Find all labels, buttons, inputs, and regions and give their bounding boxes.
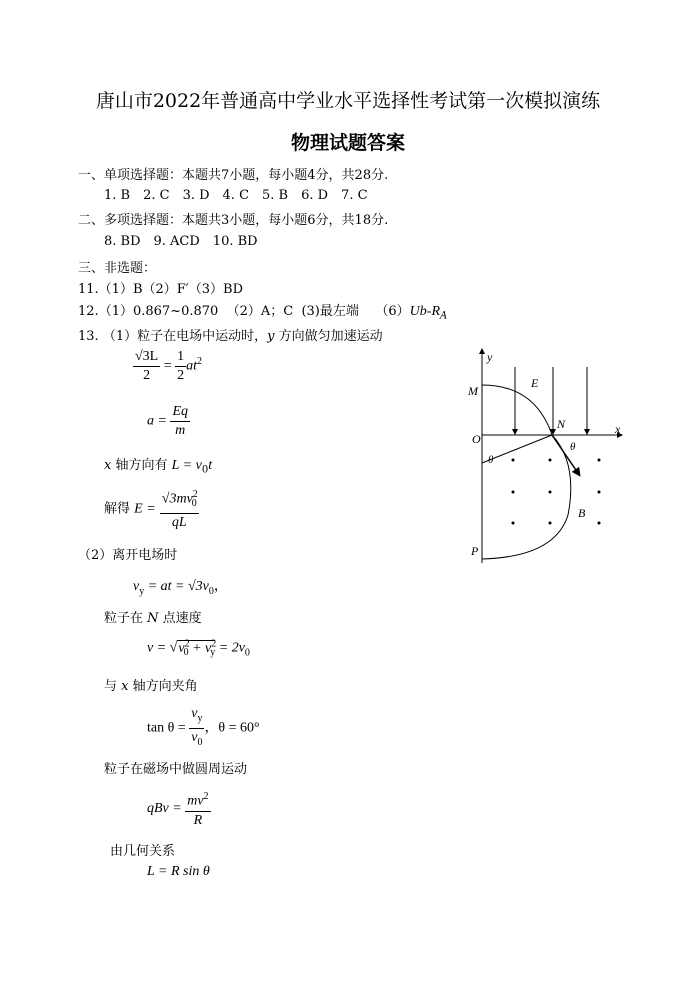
eq1-denominator: 2 [143,368,151,383]
trajectory-arc [482,435,571,559]
eq1-numerator: √3L [133,348,160,367]
b-field-dots [512,459,601,525]
label-o: O [472,432,481,446]
angle-pre: 与 [104,679,122,694]
q13-intro-pre: （1）粒子在电场中运动时， [102,329,268,344]
solve-numerator: √3mv [161,491,193,507]
tan-lhs: tan θ = [147,720,186,736]
part2-heading: （2）离开电场时 [78,548,178,563]
solve-text: 解得 [104,501,135,517]
angle-statement [104,675,198,694]
v-eq-lhs: v = [147,640,167,656]
q11-answer: 11.（1）B（2）F′（3）BD [78,282,243,297]
equation-tan: tan θ = $\frac{v_y}{v_0}$ ，θ = 60° [147,706,260,748]
xaxis-eq-tail: t [208,458,213,473]
xaxis-text: 轴方向有 [111,458,172,473]
xaxis-statement: x 轴方向有 $L = v_0t$ [104,458,213,476]
equation-v: $v = √v^2_0 + v^2_y = 2v_0$ [147,638,250,659]
xaxis-var: x [104,458,112,473]
geometry-statement: 由几何关系 [110,844,176,859]
trajectory-parabola [482,385,552,435]
label-e: E [531,376,539,390]
vy-rest: = at = √3v [144,579,209,594]
label-b: B [578,506,586,520]
q13-number: 13. [78,329,99,344]
v-eq-rad2: + v [188,640,212,656]
angle-post: 轴方向夹角 [128,679,198,694]
eq1-half-den: 2 [177,368,185,383]
equation-qbv: qBv = $\frac{mv^2}{R}$ [147,788,211,830]
equation-displacement: $\frac{√3L}{2}$ = $\frac{1}{2}$ $at^2$ [135,349,203,383]
vy-tail: ， [213,579,228,594]
label-theta-2: θ [570,441,576,453]
q13-intro-post: 方向做匀加速运动 [274,329,383,344]
n-speed-var: N [147,611,159,626]
geom-eq: L = R sin θ [147,864,210,879]
vy-var: v [133,579,140,594]
q13-intro-var: y [267,329,275,344]
n-speed-statement [104,607,202,626]
qbv-lhs: qBv = [147,801,182,817]
v-eq-rhs: = 2v [215,640,245,656]
q12-answer [78,300,447,322]
q12-part1: （1）0.867~0.870 [98,304,219,319]
label-p: P [471,544,479,558]
label-x: x [615,422,621,436]
q12-part6-sub: A [440,310,448,322]
solve-lhs: E = [134,501,156,517]
q13-intro [78,325,383,344]
angle-var: x [121,679,129,694]
page-title: 唐山市2022年普通高中学业水平选择性考试第一次模拟演练 [95,90,601,112]
section2-answers: 8. BD 9. ACD 10. BD [104,234,258,249]
section3-heading: 三、非选题： [78,261,157,276]
circle-statement: 粒子在磁场中做圆周运动 [104,762,248,777]
tan-num: v [191,706,198,721]
qbv-num: mv [187,793,204,809]
tan-den: v [191,729,198,745]
xaxis-eq: L = v [171,458,202,473]
q12-number: 12. [78,304,99,319]
equation-vy: $v_y$ = at = $√3v_0$， [133,579,228,597]
tan-rhs: ，θ = 60° [204,720,260,736]
section2-heading: 二、多项选择题：本题共3小题，每小题6分，共18分. [78,213,389,228]
label-n: N [557,417,566,431]
page-subtitle: 物理试题答案 [290,132,405,154]
v-eq-rad: v [178,640,185,656]
eq2-numerator: Eq [172,404,189,419]
solve-denominator: qL [171,515,187,531]
section1-answers: 1. B 2. C 3. D 4. C 5. B 6. D 7. C [104,188,368,203]
eq2-lhs: a = [147,413,167,429]
eq1-half-num: 1 [175,348,186,367]
n-speed-pre: 粒子在 [104,611,148,626]
q12-part3: (3)最左端 [301,304,359,319]
n-speed-post: 点速度 [158,611,202,626]
label-m: M [468,384,478,398]
label-y: y [487,350,493,364]
qbv-den: R [193,812,203,828]
solve-e: 解得 E = $\frac{√3mv^2_0}{qL}$ [104,486,199,532]
eq1-rhs: at [186,358,198,374]
q12-part6-expr: Ub-R [409,304,440,319]
section1-heading: 一、单项选择题：本题共7小题，每小题4分，共28分. [78,168,389,183]
equation-acceleration [147,403,190,440]
equation-geometry [147,864,210,880]
eq2-denominator: m [175,423,186,438]
label-theta-1: θ [488,454,494,466]
q12-part6: （6） [375,304,410,319]
physics-diagram [460,345,630,570]
q12-part2: （2）A；C [226,304,294,319]
